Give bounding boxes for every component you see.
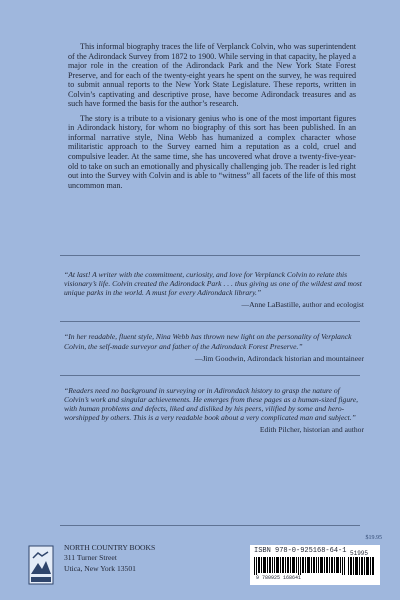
description-paragraph-1: This informal biography traces the life of Verplanck Colvin, who was superintendent of the Adirondack Survey from 1872 to 1900. While serving in that capacity, he played a major role in the creation of the Adirondack Park and the New York State Forest Preserve, and for each of the twenty-eight years he spent on the survey, he was required to submit annual reports to the New York State Legislature. These reports, written in Colvin’s captivating and descriptive prose, have become Adirondack treasures and as such have formed the basis for the author’s research. bbox=[68, 42, 356, 109]
quote-goodwin bbox=[64, 332, 364, 362]
quote-text: “In her readable, fluent style, Nina Webb has thrown new light on the personality of Verplanck Colvin, the self-made surveyor and father of the Adirondack Forest Preserve.” bbox=[64, 332, 352, 351]
publisher-street: 311 Turner Street bbox=[64, 553, 117, 563]
price-code: 51995 bbox=[350, 550, 369, 557]
quote-pilcher bbox=[64, 386, 364, 435]
review-quotes bbox=[64, 270, 364, 446]
north-country-books-logo-icon bbox=[28, 545, 54, 585]
barcode-bars-icon bbox=[254, 557, 346, 575]
publisher-name: NORTH COUNTRY BOOKS bbox=[64, 543, 156, 552]
quote-text: “Readers need no background in surveying or in Adirondack history to grasp the nature of Colvin’s work and singular achievements. He emerges from these pages as a human-sized figure, with human problems and defects, liked and disliked by his peers, vilified by some and hero-worshipped by others. This is a very readable book about a very complicated man and subject.” bbox=[64, 385, 359, 423]
quote-attribution: Edith Pilcher, historian and author bbox=[259, 425, 364, 435]
quote-attribution: —Anne LaBastille, author and ecologist bbox=[241, 300, 364, 310]
isbn-label: ISBN 978-0-925168-64-1 bbox=[254, 547, 347, 555]
divider-rule-bottom bbox=[60, 525, 360, 526]
publisher-block bbox=[28, 545, 198, 585]
divider-rule bbox=[60, 375, 360, 376]
barcode-digits: 9 780925 168641 bbox=[256, 575, 302, 581]
publisher-city: Utica, New York 13501 bbox=[64, 563, 136, 573]
price-label: $19.95 bbox=[365, 535, 382, 541]
isbn-barcode bbox=[250, 545, 380, 585]
quote-attribution: —Jim Goodwin, Adirondack historian and mountaineer bbox=[194, 353, 364, 363]
description-paragraph-2: The story is a tribute to a visionary genius who is one of the most important figures in Adirondack history, for whom no biography of this sort has been published. In an informal narrative style, Nina Webb has humanized a complex character whose militaristic approach to the Survey earned him a reputation as a cold, cruel and compulsive leader. At the same time, she has uncovered what drove a twenty-five-year-old to take on such an emotionally and physically challenging job. The reader is led right out into the Survey with Colvin and is able to “witness” all facets of the life of this most uncommon man. bbox=[68, 113, 357, 190]
quote-text: “At last! A writer with the commitment, curiosity, and love for Verplanck Colvin to relate this visionary’s life. Colvin created the Adirondack Park . . . thus giving us one of the wildest and most unique parks in the world. A must for every Adirondack library.” bbox=[64, 270, 362, 298]
divider-rule bbox=[60, 321, 360, 322]
quote-labastille bbox=[64, 270, 364, 309]
price-barcode-icon bbox=[348, 557, 374, 575]
divider-rule-top bbox=[60, 255, 360, 256]
publisher-address bbox=[64, 543, 155, 574]
book-description bbox=[68, 42, 356, 195]
